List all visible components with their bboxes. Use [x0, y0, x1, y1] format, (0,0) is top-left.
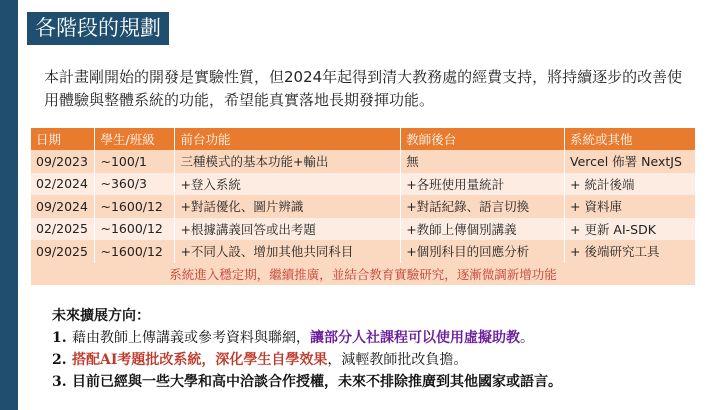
cell-teacher: +教師上傳個別講義 [401, 218, 565, 241]
list-item [52, 349, 722, 371]
header-students: 學生/班級 [95, 128, 175, 150]
future-directions [52, 305, 722, 393]
table-summary-row [31, 263, 696, 286]
cell-students: ~360/3 [95, 173, 175, 196]
cell-frontend: +不同人設、增加其他共同科目 [175, 240, 401, 263]
cell-system: Vercel 佈署 NextJS [565, 150, 696, 173]
cell-students: ~100/1 [95, 150, 175, 173]
intro-paragraph: 本計畫剛開始的開發是實驗性質，但2024年起得到清大教務處的經費支持，將持續逐步的改善使用體驗與整體系統的功能，希望能真實落地長期發揮功能。 [44, 68, 683, 109]
summary-cell: 系統進入穩定期，繼續推廣，並結合教育實驗研究，逐漸微調新增功能 [31, 263, 696, 286]
table-row [31, 195, 696, 218]
item-text-end: 。 [520, 330, 534, 346]
cell-teacher: 無 [401, 150, 565, 173]
table-row [31, 150, 696, 173]
future-list [52, 327, 722, 393]
slide-title: 各階段的規劃 [27, 12, 169, 45]
plan-table [31, 128, 696, 285]
cell-frontend: +對話優化、圖片辨識 [175, 195, 401, 218]
list-item [52, 327, 722, 349]
cell-date: 09/2024 [31, 195, 95, 218]
cell-students: ~1600/12 [95, 218, 175, 241]
table-row [31, 218, 696, 241]
cell-frontend: +根據講義回答或出考題 [175, 218, 401, 241]
header-frontend: 前台功能 [175, 128, 401, 150]
item-text: 藉由教師上傳講義或參考資料與聯網， [72, 330, 310, 346]
item-number: 2. [52, 352, 67, 368]
table-row [31, 240, 696, 263]
cell-teacher: +各班使用量統計 [401, 173, 565, 196]
item-text: 目前已經與一些大學和高中洽談合作授權，未來不排除推廣到其他國家或語言。 [72, 374, 562, 390]
cell-date: 02/2025 [31, 218, 95, 241]
cell-date: 09/2023 [31, 150, 95, 173]
cell-teacher: +個別科目的回應分析 [401, 240, 565, 263]
cell-date: 09/2025 [31, 240, 95, 263]
cell-teacher: +對話紀錄、語言切換 [401, 195, 565, 218]
cell-students: ~1600/12 [95, 195, 175, 218]
list-item [52, 371, 722, 393]
item-text: ，減輕教師批改負擔。 [327, 352, 468, 368]
item-highlight: 搭配AI考題批改系統，深化學生自學效果 [72, 352, 328, 368]
table-header-row [31, 128, 696, 150]
header-teacher-backend: 教師後台 [401, 128, 565, 150]
item-highlight: 讓部分人社課程可以使用虛擬助教 [310, 330, 520, 346]
cell-system: + 統計後端 [565, 173, 696, 196]
cell-date: 02/2024 [31, 173, 95, 196]
item-number: 3. [52, 374, 67, 390]
header-date: 日期 [31, 128, 95, 150]
cell-system: + 資料庫 [565, 195, 696, 218]
future-heading: 未來擴展方向： [52, 308, 150, 324]
cell-students: ~1600/12 [95, 240, 175, 263]
table-row [31, 173, 696, 196]
cell-frontend: 三種模式的基本功能+輸出 [175, 150, 401, 173]
item-number: 1. [52, 330, 67, 346]
cell-frontend: +登入系統 [175, 173, 401, 196]
cell-system: + 更新 AI-SDK [565, 218, 696, 241]
cell-system: + 後端研究工具 [565, 240, 696, 263]
header-system: 系統或其他 [565, 128, 696, 150]
left-accent-bar [0, 0, 18, 410]
